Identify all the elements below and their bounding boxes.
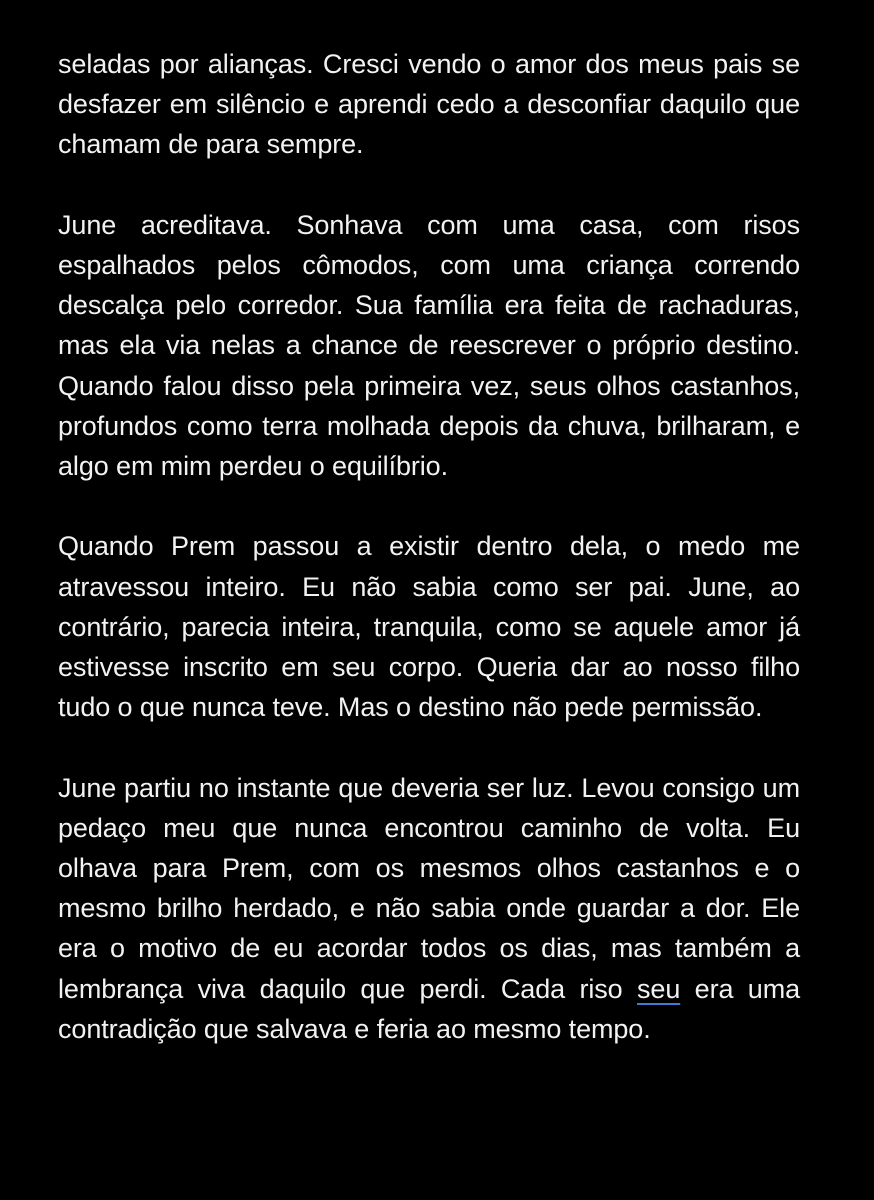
- paragraph-4-start: June partiu no instante que deveria ser luz. Levou consigo um pedaço meu que nunca encontrou caminho de volta. Eu olhava para Prem, com os mesmos olhos castanhos e o mesmo brilho herdado, e não sabia onde guardar a dor. Ele era o motivo de eu acordar todos os dias, mas também a lembrança viva daquilo que perdi. Cada riso: [58, 772, 800, 1004]
- document-body: [58, 44, 800, 1089]
- paragraph-4: [58, 768, 800, 1049]
- paragraph-3: Quando Prem passou a existir dentro dela, o medo me atravessou inteiro. Eu não sabia como ser pai. June, ao contrário, parecia inteira, tranquila, como se aquele amor já estivesse inscrito em seu corpo. Queria dar ao nosso filho tudo o que nunca teve. Mas o destino não pede permissão.: [58, 531, 800, 723]
- paragraph-1: seladas por alianças. Cresci vendo o amor dos meus pais se desfazer em silêncio e aprendi cedo a desconfiar daquilo que chamam de para sempre.: [58, 49, 800, 160]
- paragraph-4-end: era uma contradição que salvava e feria ao mesmo tempo.: [58, 973, 801, 1044]
- spellcheck-underlined-word[interactable]: seu: [637, 973, 681, 1004]
- paragraph-2: June acreditava. Sonhava com uma casa, com risos espalhados pelos cômodos, com uma criança correndo descalça pelo corredor. Sua família era feita de rachaduras, mas ela via nelas a chance de reescrever o próprio destino. Quando falou disso pela primeira vez, seus olhos castanhos, profundos como terra molhada depois da chuva, brilharam, e algo em mim perdeu o equilíbrio.: [58, 209, 800, 482]
